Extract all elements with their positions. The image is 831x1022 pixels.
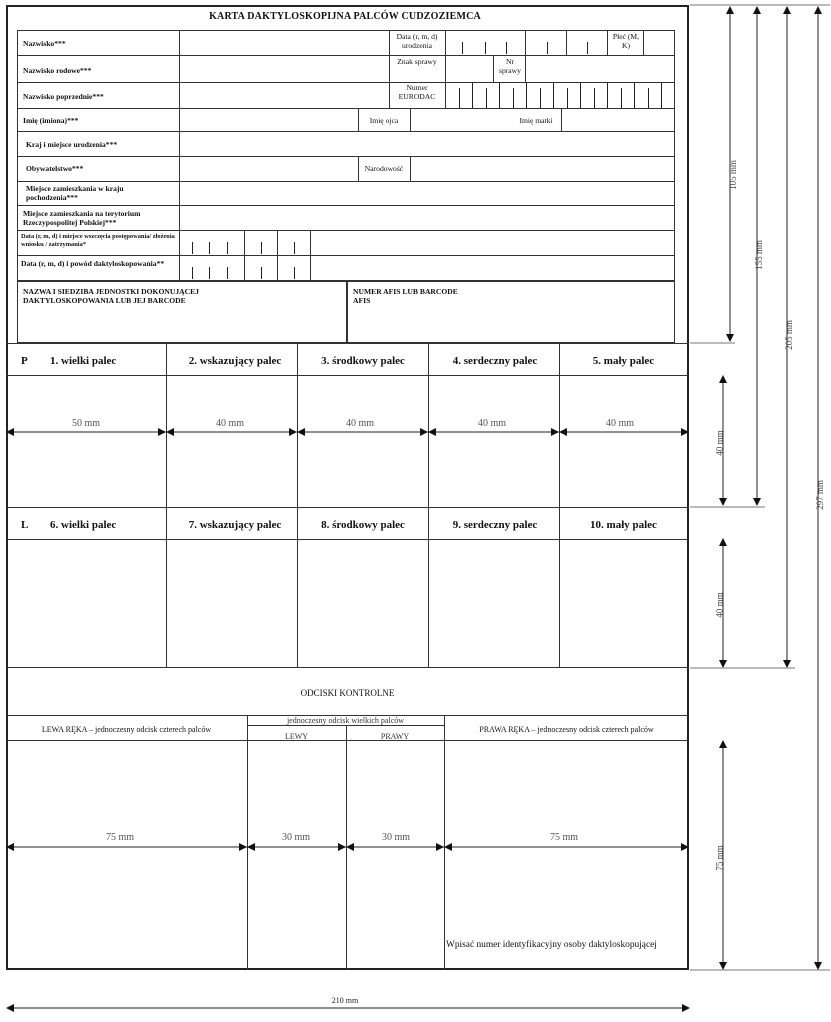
eurodac-digit-divider bbox=[540, 88, 541, 108]
dim-40-row1: 40 mm bbox=[714, 430, 725, 456]
surname-field[interactable] bbox=[179, 30, 389, 55]
finger-5-box[interactable] bbox=[560, 376, 689, 507]
finger-2-width: 40 mm bbox=[216, 418, 245, 429]
finger-6-label: 6. wielki palec bbox=[50, 519, 117, 531]
dim-75: 75 mm bbox=[714, 845, 725, 871]
eurodac-digit-divider bbox=[594, 88, 595, 108]
label-citizenship: Obywatelstwo*** bbox=[26, 164, 84, 173]
label-print-date: Data (r, m, d) i powód daktyloskopowania** bbox=[21, 259, 165, 268]
thumb-left-width: 30 mm bbox=[282, 832, 311, 843]
eurodac-digit-divider bbox=[472, 82, 473, 108]
finger-4-box[interactable] bbox=[429, 376, 559, 507]
eurodac-digit-divider bbox=[661, 82, 662, 108]
label-afis: NUMER AFIS LUB BARCODE AFIS bbox=[353, 287, 458, 305]
dim-205: 205 mm bbox=[783, 320, 794, 350]
thumb-right-label: PRAWY bbox=[380, 732, 410, 741]
finger-3-box[interactable] bbox=[298, 376, 428, 507]
label-dob: Data (r, m, d) urodzenia bbox=[396, 32, 438, 50]
eurodac-digit-divider bbox=[648, 88, 649, 108]
label-nationality: Narodowość bbox=[364, 164, 404, 173]
control-section bbox=[6, 668, 689, 970]
finger-8-box[interactable] bbox=[298, 540, 428, 667]
label-first-names: Imię (imiona)*** bbox=[23, 116, 79, 125]
finger-10-label: 10. mały palec bbox=[590, 519, 657, 531]
label-family-name: Nazwisko rodowe*** bbox=[23, 66, 92, 75]
finger-5-label: 5. mały palec bbox=[592, 355, 655, 367]
finger-7-label: 7. wskazujący palec bbox=[188, 519, 282, 531]
right-four-box[interactable] bbox=[445, 741, 689, 970]
finger-9-label: 9. serdeczny palec bbox=[452, 519, 538, 531]
dim-155: 155 mm bbox=[753, 240, 764, 270]
right-four-label: PRAWA RĘKA – jednoczesny odcisk czterech palców bbox=[479, 725, 654, 734]
left-four-label: LEWA RĘKA – jednoczesny odcisk czterech palców bbox=[41, 725, 212, 734]
finger-3-label: 3. środkowy palec bbox=[321, 355, 405, 367]
label-case-no: Nr sprawy bbox=[499, 57, 521, 75]
dim-40-row2: 40 mm bbox=[714, 592, 725, 618]
eurodac-digit-divider bbox=[607, 82, 608, 108]
thumb-left-label: LEWY bbox=[284, 732, 309, 741]
left-four-box[interactable] bbox=[6, 741, 247, 970]
label-mother: Imię matki bbox=[519, 116, 553, 125]
eurodac-digit-divider bbox=[486, 88, 487, 108]
eurodac-digit-divider bbox=[553, 82, 554, 108]
dim-210: 210 mm bbox=[331, 996, 359, 1005]
finger-3-width: 40 mm bbox=[346, 418, 375, 429]
label-prev-name: Nazwisko poprzednie*** bbox=[23, 92, 104, 101]
finger-1-box[interactable] bbox=[6, 376, 166, 507]
eurodac-digit-divider bbox=[567, 88, 568, 108]
label-unit: NAZWA I SIEDZIBA JEDNOSTKI DOKONUJĄCEJ DAKTYLOSKOPOWANIA LUB JEJ BARCODE bbox=[23, 287, 199, 305]
finger-7-box[interactable] bbox=[167, 540, 297, 667]
finger-4-label: 4. serdeczny palec bbox=[452, 355, 538, 367]
label-pl-residence: Miejsce zamieszkania na terytorium Rzeczypospolitej Polskiej*** bbox=[23, 209, 141, 227]
finger-9-box[interactable] bbox=[429, 540, 559, 667]
label-sex: Płeć (M, K) bbox=[612, 32, 640, 50]
dim-297: 297 mm bbox=[814, 480, 825, 510]
label-case-sign: Znak sprawy bbox=[397, 57, 437, 66]
right-hand-letter: P bbox=[21, 355, 28, 367]
thumb-right-width: 30 mm bbox=[382, 832, 411, 843]
eurodac-digit-divider bbox=[459, 88, 460, 108]
label-home-residence: Miejsce zamieszkania w kraju pochodzenia*** bbox=[26, 184, 124, 202]
left-four-width: 75 mm bbox=[106, 832, 135, 843]
eurodac-digit-divider bbox=[621, 88, 622, 108]
eurodac-boxes[interactable] bbox=[445, 82, 675, 108]
left-hand-section bbox=[6, 507, 689, 668]
label-eurodac: Numer EURODAC bbox=[398, 83, 436, 101]
finger-4-width: 40 mm bbox=[478, 418, 507, 429]
finger-8-label: 8. środkowy palec bbox=[321, 519, 405, 531]
eurodac-digit-divider bbox=[580, 82, 581, 108]
finger-5-width: 40 mm bbox=[606, 418, 635, 429]
card-title: KARTA DAKTYLOSKOPIJNA PALCÓW CUDZOZIEMCA bbox=[209, 11, 481, 22]
eurodac-digit-divider bbox=[499, 82, 500, 108]
finger-2-label: 2. wskazujący palec bbox=[188, 355, 282, 367]
finger-2-box[interactable] bbox=[167, 376, 297, 507]
thumbs-label: jednoczesny odcisk wielkich palców bbox=[286, 716, 405, 725]
personal-data-form bbox=[17, 30, 675, 343]
label-proceeding-date: Data (r, m, d) i miejsce wszczęcia postępowania/ złożenia wniosku / zatrzymania* bbox=[21, 233, 175, 248]
thumb-left-box[interactable] bbox=[248, 741, 346, 970]
width-arrows-control bbox=[6, 842, 689, 852]
finger-10-box[interactable] bbox=[560, 540, 689, 667]
right-hand-section bbox=[6, 343, 689, 507]
label-surname: Nazwisko*** bbox=[23, 39, 66, 48]
eurodac-digit-divider bbox=[634, 82, 635, 108]
dim-105: 105 mm bbox=[727, 160, 738, 190]
control-title: ODCISKI KONTROLNE bbox=[300, 688, 395, 698]
eurodac-digit-divider bbox=[513, 88, 514, 108]
finger-1-width: 50 mm bbox=[72, 418, 101, 429]
label-birth-place: Kraj i miejsce urodzenia*** bbox=[26, 140, 118, 149]
eurodac-digit-divider bbox=[526, 82, 527, 108]
officer-note: Wpisać numer identyfikacyjny osoby daktyloskopującej bbox=[446, 940, 657, 950]
vertical-dimension-arrows bbox=[690, 0, 831, 1022]
left-hand-letter: L bbox=[21, 519, 29, 531]
finger-6-box[interactable] bbox=[6, 540, 166, 667]
right-four-width: 75 mm bbox=[550, 832, 579, 843]
thumb-right-box[interactable] bbox=[347, 741, 444, 970]
finger-1-label: 1. wielki palec bbox=[50, 355, 117, 367]
label-father: Imię ojca bbox=[369, 116, 399, 125]
